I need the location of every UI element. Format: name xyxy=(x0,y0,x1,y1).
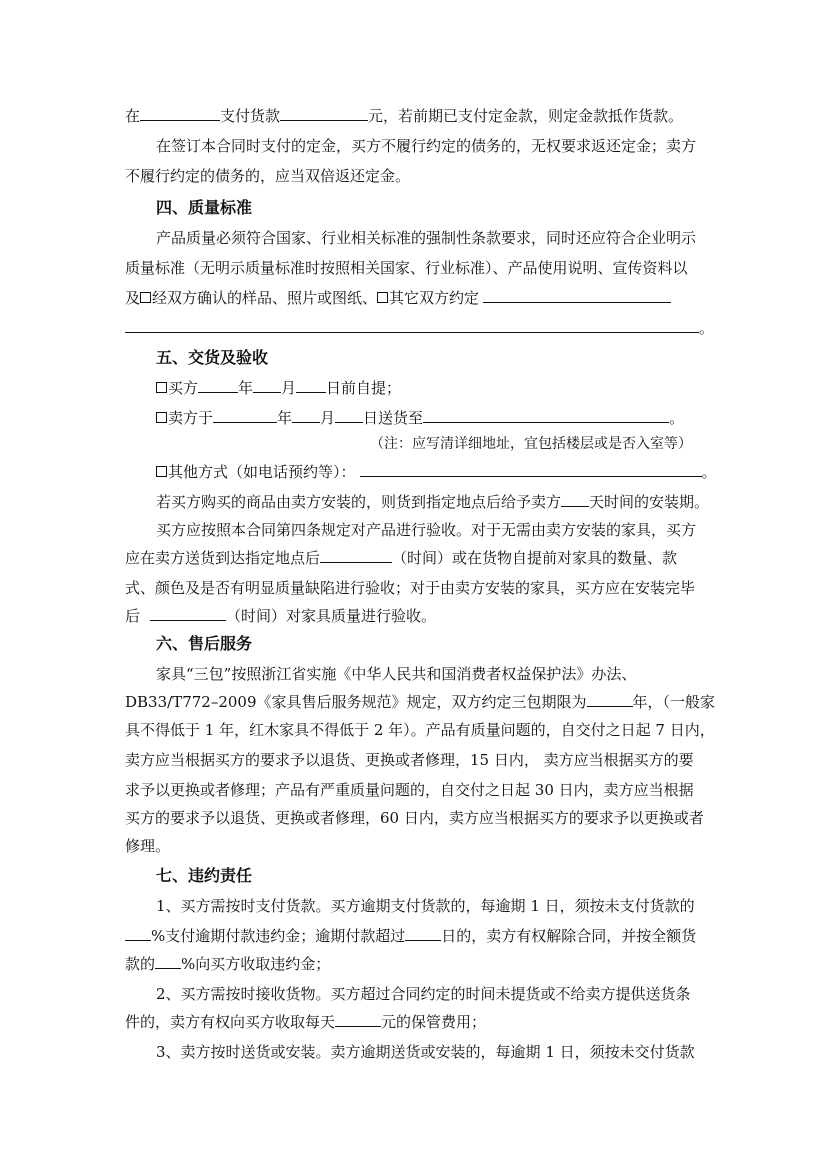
late-payment-days-blank[interactable] xyxy=(405,924,441,941)
install-inspection-time-blank[interactable] xyxy=(150,604,226,621)
inspection-line4: 后 （时间）对家具质量进行验收。 xyxy=(125,604,710,628)
after-sales-line2: DB33/T772–2009《家具售后服务规范》规定，双方约定三包期限为 年，（一般家 xyxy=(125,690,710,714)
breach-item3-line1: 3、卖方按时送货或安装。卖方逾期送货或安装的，每逾期 1 日，须按未交付货款 xyxy=(156,1043,695,1061)
delivery-month-blank[interactable] xyxy=(292,406,320,423)
after-sales-line4: 卖方应当根据买方的要求予以退货、更换或者修理，15 日内， 卖方应当根据买方的要 xyxy=(125,751,694,769)
quality-line3: 及 经双方确认的样品、照片或图纸、 其它双方约定 xyxy=(125,286,710,310)
other-agreement-blank[interactable] xyxy=(483,286,671,303)
other-agreement-checkbox[interactable] xyxy=(377,292,388,303)
payment-date-blank[interactable] xyxy=(140,104,220,121)
self-pickup-row: 买方 年 月 日前自提； xyxy=(156,376,710,400)
other-method-blank[interactable] xyxy=(360,460,702,477)
inspection-time-blank[interactable] xyxy=(320,546,392,563)
payment-amount-blank[interactable] xyxy=(280,104,368,121)
breach-item1-line1: 1、买方需按时支付货款。买方逾期支付货款的，每逾期 1 日，须按未支付货款的 xyxy=(156,897,695,915)
delivery-row: 卖方于 年 月 日送货至 。 xyxy=(156,406,710,430)
address-note: （注：应写清详细地址，宜包括楼层或是否入室等） xyxy=(370,436,692,452)
breach-item2-line1: 2、买方需按时接收货物。买方超过合同约定的时间未提货或不给卖方提供送货条 xyxy=(156,985,691,1003)
warranty-years-blank[interactable] xyxy=(587,690,633,707)
delivery-year-blank[interactable] xyxy=(213,406,277,423)
seller-delivery-checkbox[interactable] xyxy=(156,412,167,423)
other-method-checkbox[interactable] xyxy=(156,466,167,477)
pickup-month-blank[interactable] xyxy=(253,376,281,393)
delivery-address-blank[interactable] xyxy=(423,406,669,423)
breach-item1-line3: 款的 %向买方收取违约金； xyxy=(125,952,710,976)
section-5-title: 五、交货及验收 xyxy=(156,348,269,367)
deposit-paragraph-line1: 在签订本合同时支付的定金，买方不履行约定的债务的，无权要求返还定金；卖方 xyxy=(156,137,697,155)
sample-checkbox[interactable] xyxy=(140,292,151,303)
after-sales-line7: 修理。 xyxy=(125,837,171,855)
other-method-row: 其他方式（如电话预约等）： 。 xyxy=(156,460,710,484)
other-agreement-blank-2[interactable] xyxy=(125,316,699,333)
deposit-paragraph-line2: 不履行约定的债务的，应当双倍返还定金。 xyxy=(125,167,411,185)
section-4-title: 四、质量标准 xyxy=(156,198,253,217)
quality-line2: 质量标准（无明示质量标准时按照相关国家、行业标准）、产品使用说明、宣传资料以 xyxy=(125,259,688,277)
after-sales-line5: 求予以更换或者修理；产品有严重质量问题的，自交付之日起 30 日内，卖方应当根据 xyxy=(125,781,694,799)
section-6-title: 六、售后服务 xyxy=(156,634,253,653)
penalty-rate-blank[interactable] xyxy=(155,952,181,969)
inspection-line1: 买方应按照本合同第四条规定对产品进行验收。对于无需由卖方安装的家具，买方 xyxy=(156,521,697,539)
section-7-title: 七、违约责任 xyxy=(156,866,253,885)
inspection-line3: 式、颜色及是否有明显质量缺陷进行验收；对于由卖方安装的家具，买方应在安装完毕 xyxy=(125,579,696,597)
quality-line1: 产品质量必须符合国家、行业相关标准的强制性条款要求，同时还应符合企业明示 xyxy=(156,229,697,247)
delivery-day-blank[interactable] xyxy=(335,406,363,423)
late-payment-rate-blank[interactable] xyxy=(125,924,151,941)
breach-item2-line2: 件的，卖方有权向买方收取每天 元的保管费用； xyxy=(125,1010,710,1034)
self-pickup-checkbox[interactable] xyxy=(156,382,167,393)
installation-days-blank[interactable] xyxy=(561,490,589,507)
after-sales-line3: 具不得低于 1 年，红木家具不得低于 2 年）。产品有质量问题的，自交付之日起 7 日内， xyxy=(125,721,715,739)
payment-line: 在 支付货款 元，若前期已支付定金款，则定金款抵作货款。 xyxy=(125,104,710,128)
breach-item1-line2: %支付逾期付款违约金；逾期付款超过 日的，卖方有权解除合同，并按全额货 xyxy=(125,924,710,948)
quality-line4: 。 xyxy=(125,316,710,340)
pickup-day-blank[interactable] xyxy=(296,376,326,393)
installation-period-line: 若买方购买的商品由卖方安装的，则货到指定地点后给予卖方 天时间的安装期。 xyxy=(156,490,710,514)
after-sales-line1: 家具“三包”按照浙江省实施《中华人民共和国消费者权益保护法》办法、 xyxy=(156,665,637,683)
after-sales-line6: 买方的要求予以退货、更换或者修理，60 日内，卖方应当根据买方的要求予以更换或者 xyxy=(125,809,704,827)
pickup-year-blank[interactable] xyxy=(198,376,238,393)
storage-fee-blank[interactable] xyxy=(335,1010,381,1027)
inspection-line2: 应在卖方送货到达指定地点后 （时间）或在货物自提前对家具的数量、款 xyxy=(125,546,710,570)
